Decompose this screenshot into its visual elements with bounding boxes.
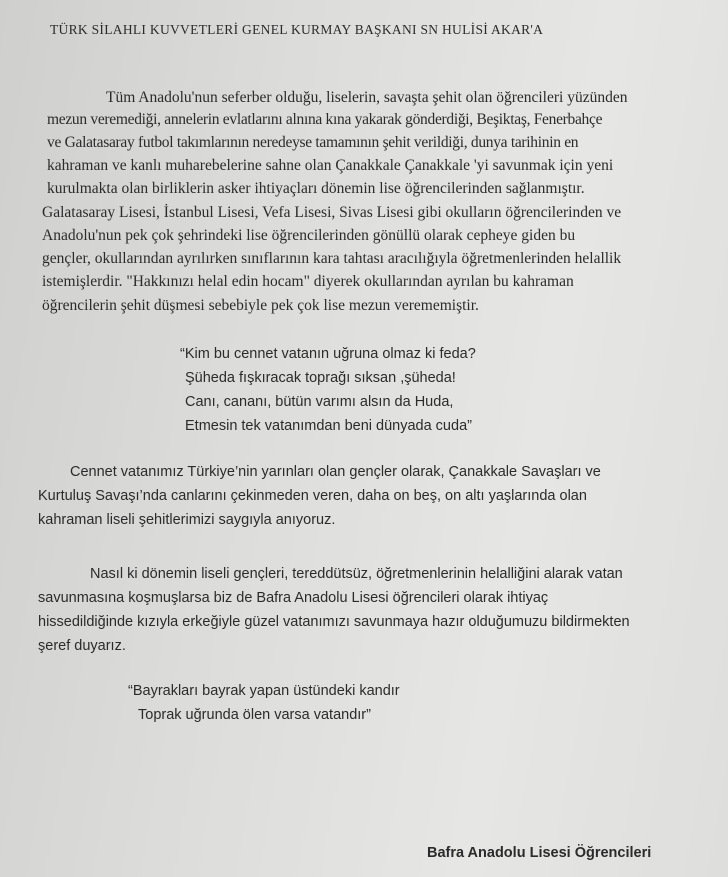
paragraph3-line: savunmasına koşmuşlarsa biz de Bafra Anadolu Lisesi öğrencileri olarak ihtiyaç	[38, 590, 549, 606]
paragraph1-line: kurulmakta olan birliklerin asker ihtiyaçları dönemin lise öğrencilerinden sağlanmıştır.	[47, 180, 585, 197]
poem1-line: Canı, cananı, bütün varımı alsın da Huda,	[185, 394, 454, 410]
paragraph2-line: Cennet vatanımız Türkiye’nin yarınları olan gençler olarak, Çanakkale Savaşları ve	[70, 464, 601, 480]
poem1-line: “Kim bu cennet vatanın uğruna olmaz ki feda?	[180, 346, 476, 362]
paragraph2-line: kahraman liseli şehitlerimizi saygıyla anıyoruz.	[38, 512, 336, 528]
poem1-line: Etmesin tek vatanımdan beni dünyada cuda”	[185, 418, 472, 434]
paragraph3-line: hissedildiğinde kızıyla erkeğiyle güzel vatanımızı savunmaya hazır olduğumuzu bildirmekten	[38, 614, 630, 630]
paragraph3-line: Nasıl ki dönemin liseli gençleri, tereddütsüz, öğretmenlerinin helalliğini alarak vatan	[90, 566, 623, 582]
paragraph3-line: şeref duyarız.	[38, 638, 126, 654]
paragraph1-line: istemişlerdir. "Hakkınızı helal edin hocam" diyerek okullarından ayrılan bu kahraman	[42, 273, 574, 290]
paragraph1-line: gençler, okullarından ayrılırken sınıflarının kara tahtası aracılığıyla öğretmenlerinden helallik	[42, 250, 622, 267]
paragraph1-line: ve Galatasaray futbol takımlarının neredeyse tamamının şehit verildiği, dunya tarihinin en	[47, 134, 579, 151]
poem2-line: Toprak uğrunda ölen varsa vatandır”	[138, 707, 371, 723]
letter-title: TÜRK SİLAHLI KUVVETLERİ GENEL KURMAY BAŞKANI SN HULİSİ AKAR'A	[50, 22, 544, 37]
paragraph1-line: Galatasaray Lisesi, İstanbul Lisesi, Vefa Lisesi, Sivas Lisesi gibi okulların öğrencilerinden ve	[42, 204, 622, 221]
signature: Bafra Anadolu Lisesi Öğrencileri	[427, 845, 652, 861]
paragraph1-line: kahraman ve kanlı muharebelerine sahne olan Çanakkale Çanakkale 'yi savunmak için yeni	[47, 157, 614, 174]
poem1-line: Şüheda fışkıracak toprağı sıksan ,şüheda!	[185, 370, 456, 386]
poem2-line: “Bayrakları bayrak yapan üstündeki kandır	[128, 683, 400, 699]
paragraph1-line: Anadolu'nun pek çok şehrindeki lise öğrencilerinden gönüllü olarak cepheye giden bu	[42, 227, 576, 244]
paragraph1-line: mezun veremediği, annelerin evlatlarını alnına kına yakarak gönderdiği, Beşiktaş, Fenerbahçe	[47, 111, 603, 128]
paragraph1-line: öğrencilerin şehit düşmesi sebebiyle pek çok lise mezun verememiştir.	[42, 297, 479, 314]
paragraph1-line: Tüm Anadolu'nun seferber olduğu, liselerin, savaşta şehit olan öğrencileri yüzünden	[106, 89, 628, 106]
paragraph2-line: Kurtuluş Savaşı’nda canlarını çekinmeden veren, daha on beş, on altı yaşlarında olan	[38, 488, 587, 504]
